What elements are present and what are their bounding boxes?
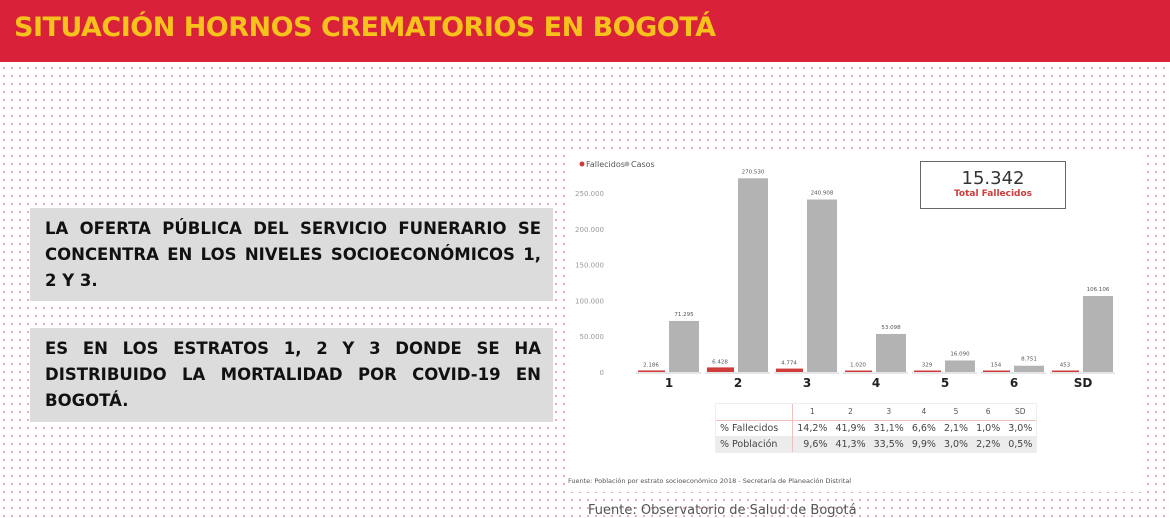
data-label-fallecidos: 2.186 [643,362,659,369]
cell: 6,6% [911,422,936,434]
col-header: 3 [870,404,908,420]
kpi-value: 15.342 [961,168,1025,189]
kpi-label: Total Fallecidos [953,189,1033,199]
table-row [716,436,1036,452]
cell: 31,1% [873,422,904,434]
x-tick-label: 4 [871,376,881,390]
col-header: SD [1004,404,1036,420]
chart-source: Fuente: Población por estrato socioeconómico 2018 - Secretaría de Planeación Distrital [568,477,852,485]
data-label-fallecidos: 154 [990,362,1002,369]
cell: 14,2% [797,422,828,434]
row-label: % Población [716,436,793,452]
cell: 3,0% [940,436,972,452]
x-tick-label: 1 [664,376,674,390]
data-label-fallecidos: 6.428 [712,359,728,366]
legend-casos-label: Casos [631,160,655,169]
x-tick-label: SD [1073,376,1093,390]
y-tick-label: 150.000 [575,261,604,270]
col-header: 5 [940,404,972,420]
cell: 0,5% [1004,436,1036,452]
bar-fallecidos [1052,371,1079,373]
col-header: 1 [793,404,832,420]
data-label-fallecidos: 1.020 [850,362,866,369]
row-label: % Fallecidos [716,420,793,436]
y-tick-label: 0 [599,369,604,377]
bar-fallecidos [776,369,803,372]
text-box-mortalidad: ES EN LOS ESTRATOS 1, 2 Y 3 DONDE SE HA DISTRIBUIDO LA MORTALIDAD POR COVID-19 EN BOGOTÁ. [30,328,553,422]
cell: 1,0% [976,422,1001,434]
cell: 2,2% [972,436,1004,452]
cell: 41,9% [835,422,866,434]
x-tick-label: 5 [940,376,950,390]
page-title: SITUACIÓN HORNOS CREMATORIOS EN BOGOTÁ [14,12,716,43]
bar-casos [1083,296,1113,372]
table-row [716,420,1036,436]
cell: 2,1% [943,422,969,434]
x-tick-label: 2 [733,376,743,390]
bar-fallecidos [707,367,734,372]
y-tick-label: 250.000 [575,190,604,198]
cell: 9,6% [793,436,832,452]
slide-source: Fuente: Observatorio de Salud de Bogotá [588,503,857,518]
data-label-casos: 53.098 [881,324,901,331]
data-label-fallecidos: 453 [1059,362,1071,369]
percent-table [716,404,1036,452]
bar-fallecidos [914,371,941,373]
col-header: 4 [908,404,940,420]
legend-fallecidos-label: Fallecidos [586,160,625,169]
col-header: 6 [972,404,1004,420]
legend-fallecidos-marker [580,162,585,167]
y-tick-label: 200.000 [575,225,604,234]
data-label-casos: 270.530 [741,169,765,176]
kpi-card [920,161,1066,209]
data-label-casos: 8.751 [1021,356,1037,363]
text-box-oferta: LA OFERTA PÚBLICA DEL SERVICIO FUNERARIO SE CONCENTRA EN LOS NIVELES SOCIOECONÓMICOS 1, 2 Y 3. [30,208,553,301]
cell: 41,3% [831,436,869,452]
header-bar [0,0,1170,62]
bar-casos [669,321,699,372]
chart-panel [568,150,1145,492]
data-label-casos: 16.090 [950,351,970,358]
bar-casos [738,178,768,372]
bar-fallecidos [845,371,872,373]
data-label-casos: 106.106 [1086,287,1110,294]
data-label-fallecidos: 329 [921,362,933,369]
col-header: 2 [831,404,869,420]
data-label-casos: 240.908 [810,190,834,197]
bar-fallecidos [983,371,1010,373]
y-tick-label: 100.000 [575,297,604,306]
bar-casos [876,334,906,372]
table-header-row [716,404,1036,420]
x-tick-label: 3 [802,376,812,390]
cell: 9,9% [908,436,940,452]
bar-casos [807,200,837,372]
data-label-casos: 71.295 [674,311,694,318]
bar-casos [945,360,975,372]
bar-fallecidos [638,370,665,372]
y-tick-label: 50.000 [579,333,604,342]
data-label-fallecidos: 4.774 [781,360,797,367]
bar-casos [1014,366,1044,372]
x-tick-label: 6 [1009,376,1019,390]
legend-casos-marker [625,162,630,167]
cell: 33,5% [870,436,908,452]
cell: 3,0% [1008,422,1033,434]
